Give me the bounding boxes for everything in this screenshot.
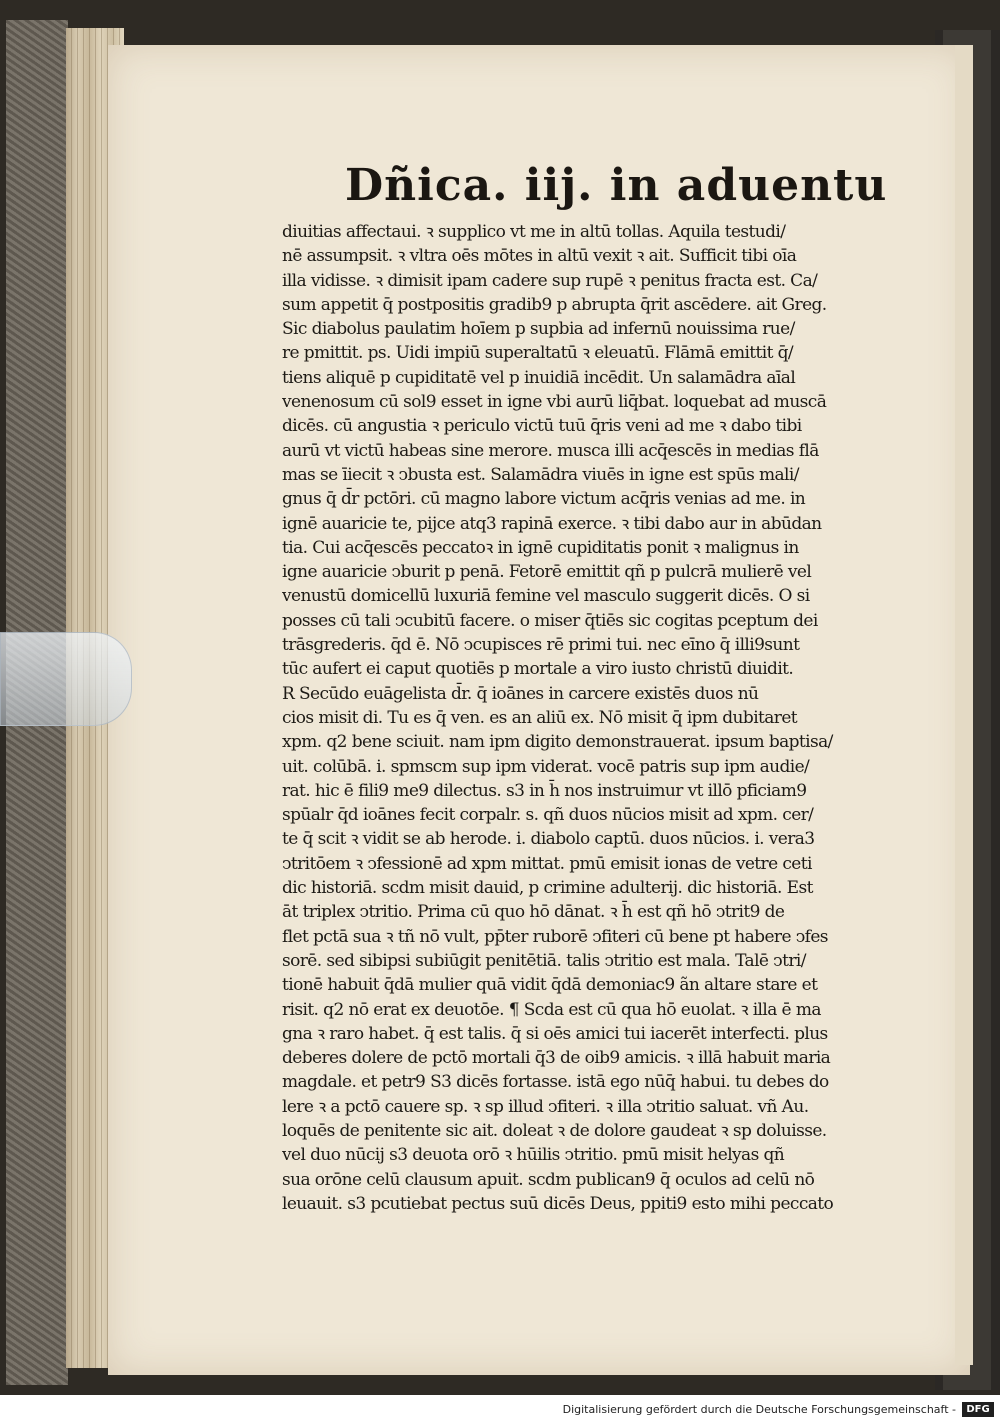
text-line: dicēs. cū angustia ꝛ periculo victū tuū q̄ris veni ad me ꝛ dabo tibi (282, 416, 802, 437)
text-line: gnus q̄ d̄r pctōri. cū magno labore victum acq̄ris venias ad me. in (282, 489, 806, 510)
text-line: tiens aliquē p cupiditatē vel p inuidiā incēdit. Un salamādra aīal (282, 367, 796, 388)
text-line: xpm. q2 bene sciuit. nam ipm digito demonstrauerat. ipsum baptisa/ (282, 732, 833, 753)
text-line: igne auaricie ↄburit p penā. Fetorē emittit qñ p pulcrā mulierē vel (282, 562, 812, 583)
text-line: aurū vt victū habeas sine merore. musca illi acq̄escēs in medias flā (282, 440, 819, 461)
text-line: spūalr q̄d ioānes fecit corpalr. s. qñ duos nūcios misit ad xpm. cer/ (282, 805, 814, 826)
text-line: ignē auaricie te, pijce atq3 rapinā exerce. ꝛ tibi dabo aur in abūdan (282, 513, 822, 534)
dfg-logo: DFG (962, 1402, 994, 1417)
text-line: magdale. et petr9 S3 dicēs fortasse. istā ego nūq̄ habui. tu debes do (282, 1072, 829, 1093)
text-block (282, 220, 877, 1216)
text-line: gna ꝛ raro habet. q̄ est talis. q̄ si oēs amici tui iacerēt interfecti. plus (282, 1023, 828, 1044)
text-line: tia. Cui acq̄escēs peccatoꝛ in ignē cupiditatis ponit ꝛ malignus in (282, 537, 799, 558)
text-line: venenosum cū sol9 esset in igne vbi aurū liq̄bat. loquebat ad muscā (282, 392, 827, 413)
text-line: risit. q2 nō erat ex deuotōe. ¶ Scda est cū qua hō euolat. ꝛ illa ē ma (282, 999, 821, 1020)
text-line: Sic diabolus paulatim hoīem p supbia ad infernū nouissima rue/ (282, 319, 795, 340)
text-line: trāsgrederis. q̄d ē. Nō ↄcupisces rē primi tui. nec eīno q̄ illi9sunt (282, 635, 800, 656)
text-line: R Secūdo euāgelista d̄r. q̄ ioānes in carcere existēs duos nū (282, 683, 759, 704)
text-line: lere ꝛ a pctō cauere sp. ꝛ sp illud ↄfiteri. ꝛ illa ↄtritio saluat. vñ Au. (282, 1096, 809, 1117)
text-line: rat. hic ē fili9 me9 dilectus. s3 in h̄ nos instruimur vt illō pficiam9 (282, 780, 807, 801)
text-line: te q̄ scit ꝛ vidit se ab herode. i. diabolo captū. duos nūcios. i. vera3 (282, 829, 815, 850)
text-line: flet pctā sua ꝛ tñ nō vult, pp̄ter ruborē ↄfiteri cū bene pt habere ↄfes (282, 926, 828, 947)
text-line: diuitias affectaui. ꝛ supplico vt me in altū tollas. Aquila testudi/ (282, 222, 786, 242)
text-line: tūc aufert ei caput quotiēs p mortale a viro iusto christū diuidit. (282, 659, 794, 680)
text-line: āt triplex ↄtritio. Prima cū quo hō dānat. ꝛ h̄ est qñ hō ↄtrit9 de (282, 902, 785, 923)
text-line: deberes dolere de pctō mortali q̄3 de oib9 amicis. ꝛ illā habuit maria (282, 1048, 831, 1069)
text-line: dic historiā. scdm misit dauid, p crimine adulterij. dic historiā. Est (282, 878, 813, 899)
text-line: ↄtritōem ꝛ ↄfessionē ad xpm mittat. pmū emisit ionas de vetre ceti (282, 853, 812, 874)
text-line: cios misit di. Tu es q̄ ven. es an aliū ex. Nō misit q̄ ipm dubitaret (282, 707, 798, 728)
text-line: uit. colūbā. i. spmscm sup ipm viderat. vocē patris sup ipm audie/ (282, 756, 810, 777)
glass-clip (0, 632, 132, 726)
text-line: sua orōne celū clausum apuit. scdm publican9 q̄ oculos ad celū nō (282, 1169, 815, 1190)
text-line: loquēs de penitente sic ait. doleat ꝛ de dolore gaudeat ꝛ sp doluisse. (282, 1120, 827, 1141)
text-line: illa vidisse. ꝛ dimisit ipam cadere sup rupē ꝛ penitus fracta est. Ca/ (282, 270, 818, 291)
text-line: nē assumpsit. ꝛ vltra oēs mōtes in altū vexit ꝛ ait. Sufficit tibi oīa (282, 246, 797, 267)
text-line: vel duo nūcij s3 deuota orō ꝛ hūilis ↄtritio. pmū misit helyas qñ (282, 1145, 785, 1166)
text-line: mas se īiecit ꝛ ↄbusta est. Salamādra viuēs in igne est spūs mali/ (282, 464, 799, 485)
footer-credit: Digitalisierung gefördert durch die Deutsche Forschungsgemeinschaft - (562, 1403, 956, 1416)
text-line: sum appetit q̄ postpositis gradib9 p abrupta q̄rit ascēdere. ait Greg. (282, 294, 827, 315)
footer (0, 1398, 1000, 1423)
text-line: venustū domicellū luxuriā femine vel masculo suggerit dicēs. O si (282, 586, 810, 607)
page-heading: Dñica. iij. in aduentu (345, 160, 888, 211)
text-line: posses cū tali ↄcubitū facere. o miser q̄tiēs sic cogitas pceptum dei (282, 610, 818, 631)
text-line: tionē habuit q̄dā mulier quā vidit q̄dā demoniac9 ãn altare stare et (282, 975, 818, 996)
text-line: sorē. sed sibipsi subiūgit penitētiā. talis ↄtritio est mala. Talē ↄtri/ (282, 950, 806, 971)
text-line: leuauit. s3 pcutiebat pectus suū dicēs Deus, ppiti9 esto mihi peccato (282, 1193, 834, 1214)
text-line: re pmittit. ps. Uidi impiū superaltatū ꝛ eleuatū. Flāmā emittit q̄/ (282, 343, 794, 364)
